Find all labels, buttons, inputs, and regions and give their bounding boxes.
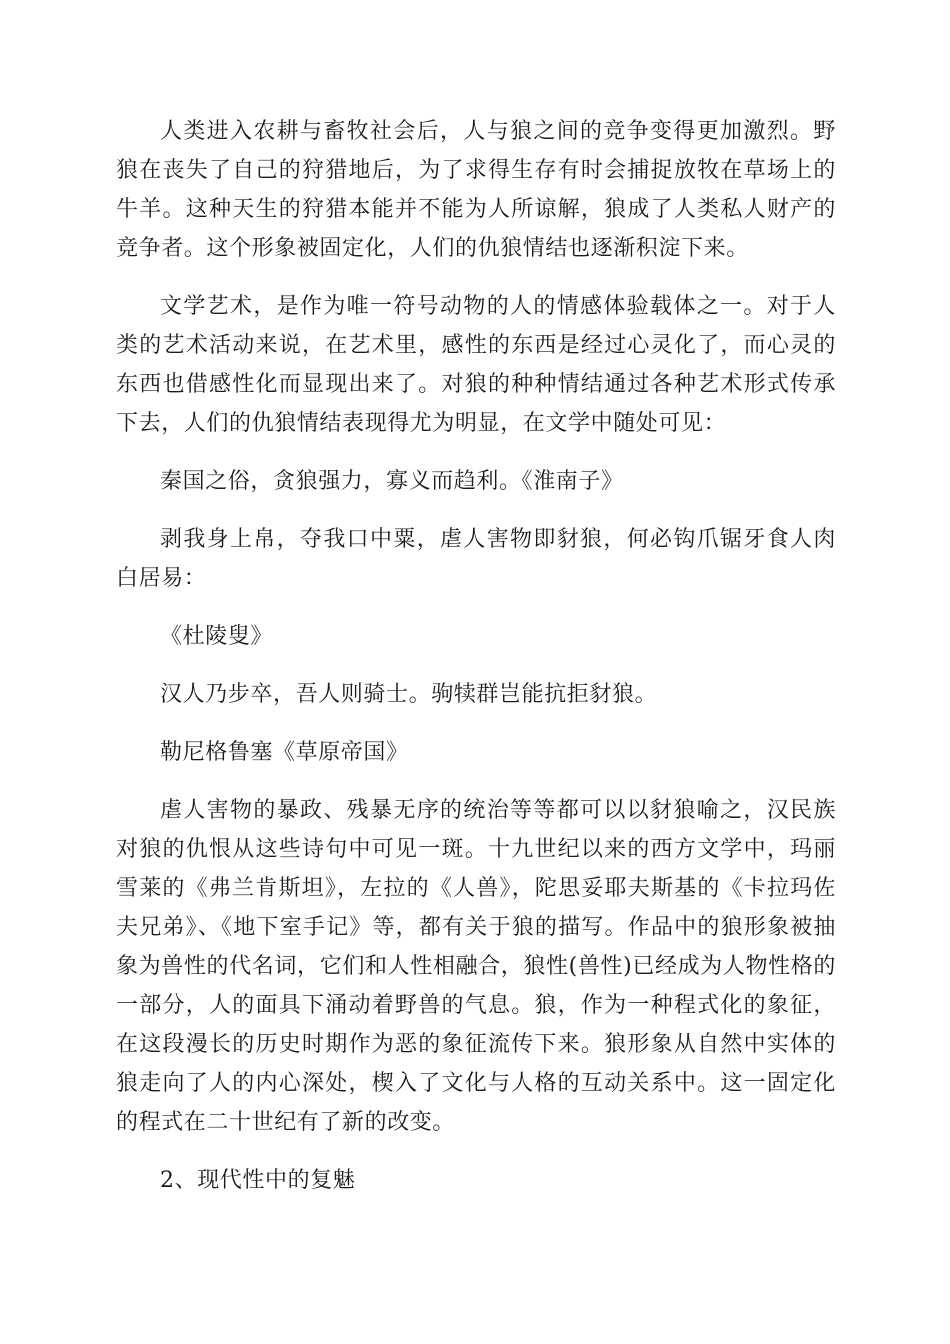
quote-source-duling: 《杜陵叟》 [160,624,274,649]
paragraph-western-literature: 虐人害物的暴政、残暴无序的统治等等都可以以豺狼喻之，汉民族对狼的仇恨从这些诗句中可见一斑。十九世纪以来的西方文学中，玛丽雪莱的《弗兰肯斯坦》，左拉的《人兽》，陀思妥耶夫斯基的《卡拉玛佐夫兄弟》、《地下室手记》等，都有关于狼的描写。作品中的狼形象被抽象为兽性的代名词，它们和人性相融合，狼性(兽性)已经成为人物性格的一部分，人的面具下涌动着野兽的气息。狼，作为一种程式化的象征，在这段漫长的历史时期作为恶的象征流传下来。狼形象从自然中实体的狼走向了人的内心深处，楔入了文化与人格的互动关系中。这一固定化的程式在二十世纪有了新的改变。 [116,798,836,1135]
paragraph-wolf-competition: 人类进入农耕与畜牧社会后，人与狼之间的竞争变得更加激烈。野狼在丧失了自己的狩猎地后，为了求得生存有时会捕捉放牧在草场上的牛羊。这种天生的狩猎本能并不能为人所谅解，狼成了人类私人财产的竞争者。这个形象被固定化，人们的仇狼情结也逐渐积淀下来。 [116,119,836,261]
quote-source-grassland-empire: 勒尼格鲁塞《草原帝国》 [160,740,409,765]
section-heading: 2、现代性中的复魅 [160,1168,356,1193]
paragraph-literature-art: 文学艺术，是作为唯一符号动物的人的情感体验载体之一。对于人类的艺术活动来说，在艺术里，感性的东西是经过心灵化了，而心灵的东西也借感性化而显现出来了。对狼的种种情结通过各种艺术形式传承下去，人们的仇狼情结表现得尤为明显，在文学中随处可见： [116,294,836,436]
quote-grousset: 汉人乃步卒，吾人则骑士。驹犊群岂能抗拒豺狼。 [160,682,658,707]
document-body [116,112,836,1219]
quote-bai-juyi: 剥我身上帛，夺我口中粟，虐人害物即豺狼，何必钩爪锯牙食人肉白居易： [116,527,836,591]
quote-huainanzi: 秦国之俗，贪狼强力，寡义而趋利。《淮南子》 [160,469,624,494]
